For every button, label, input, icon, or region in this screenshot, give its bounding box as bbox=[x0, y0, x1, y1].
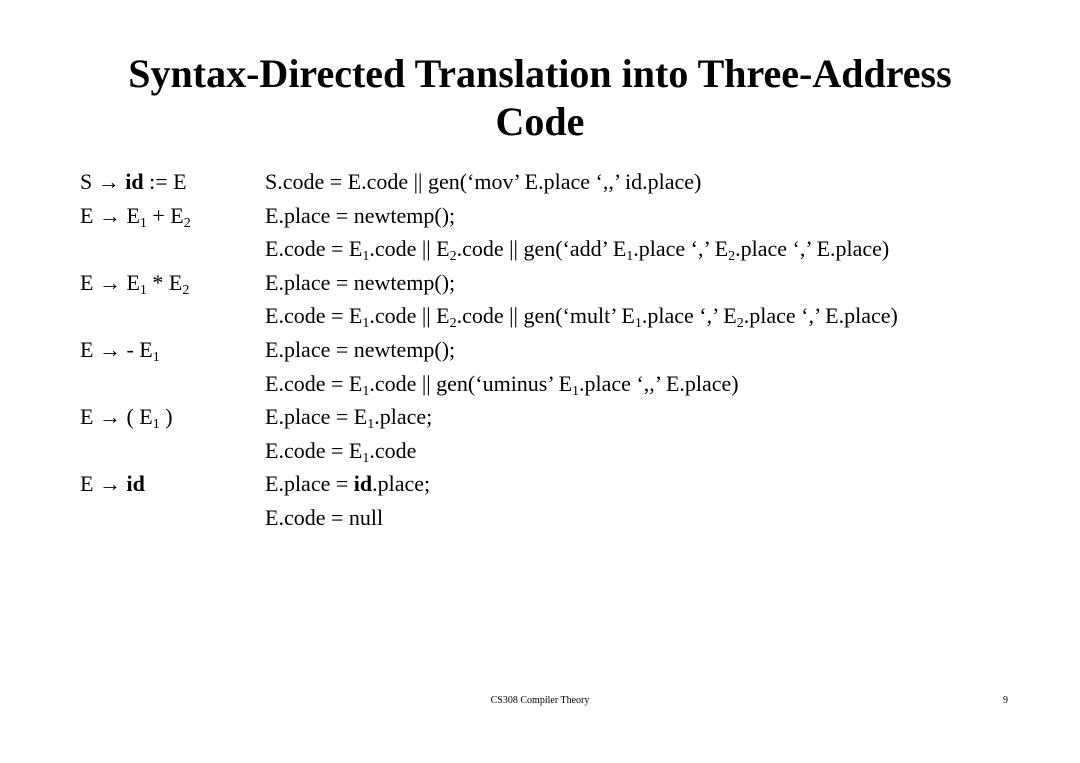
rule-row bbox=[80, 299, 1040, 333]
semantic-action bbox=[265, 467, 430, 501]
text-segment: E.place = E bbox=[265, 404, 368, 430]
text-segment: .place ‘,,’ E.place) bbox=[579, 370, 739, 396]
production bbox=[80, 400, 173, 434]
subscript: 1 bbox=[362, 249, 370, 265]
rule-row bbox=[80, 400, 1040, 434]
text-segment: := E bbox=[143, 169, 187, 194]
subscript: 1 bbox=[572, 383, 580, 399]
text-segment: E.code = E bbox=[265, 437, 363, 463]
text-segment: .code || gen(‘add’ E bbox=[456, 236, 627, 262]
semantic-action bbox=[265, 434, 416, 468]
text-segment: E → E bbox=[80, 269, 140, 295]
rule-row bbox=[80, 266, 1040, 300]
text-segment: E.code = E bbox=[265, 236, 363, 262]
semantic-action bbox=[265, 199, 455, 233]
semantic-action bbox=[265, 333, 455, 367]
semantic-action bbox=[265, 299, 898, 333]
rule-row bbox=[80, 467, 1040, 501]
subscript: 1 bbox=[139, 282, 147, 298]
title-line-2: Code bbox=[495, 99, 585, 144]
text-segment: .code || E bbox=[369, 303, 450, 329]
subscript: 1 bbox=[367, 417, 375, 433]
text-segment: E → E bbox=[80, 202, 140, 228]
text-segment: S.code = E.code || gen(‘mov’ E.place ‘,,’ id.place) bbox=[265, 169, 702, 194]
rule-row bbox=[80, 232, 1040, 266]
semantic-action bbox=[265, 501, 383, 535]
semantic-action bbox=[265, 266, 455, 300]
subscript: 2 bbox=[182, 282, 190, 298]
semantic-action bbox=[265, 165, 701, 199]
bold-token: id bbox=[126, 471, 145, 497]
page-number: 9 bbox=[1003, 695, 1008, 706]
semantic-action bbox=[265, 232, 889, 266]
subscript: 1 bbox=[362, 383, 370, 399]
bold-token: id bbox=[125, 169, 144, 194]
text-segment: E → - E bbox=[80, 336, 153, 362]
text-segment: E.place = newtemp(); bbox=[265, 336, 456, 362]
rule-row bbox=[80, 199, 1040, 233]
text-segment: .place ‘,’ E.place) bbox=[743, 303, 898, 329]
subscript: 1 bbox=[152, 349, 160, 365]
subscript: 2 bbox=[183, 215, 191, 231]
text-segment: + E bbox=[146, 202, 184, 228]
text-segment: .place ‘,’ E bbox=[633, 236, 729, 262]
text-segment: .code bbox=[369, 437, 417, 463]
subscript: 2 bbox=[728, 249, 736, 265]
text-segment: .place ‘,’ E.place) bbox=[735, 236, 890, 262]
title-line-1: Syntax-Directed Translation into Three-Address bbox=[128, 51, 952, 96]
text-segment: .place; bbox=[374, 404, 433, 430]
text-segment: E.code = E bbox=[265, 370, 363, 396]
text-segment: E → bbox=[80, 471, 127, 497]
subscript: 1 bbox=[626, 249, 634, 265]
text-segment: .code || E bbox=[369, 236, 450, 262]
semantic-action bbox=[265, 400, 432, 434]
semantic-action bbox=[265, 367, 739, 401]
subscript: 2 bbox=[736, 316, 744, 332]
text-segment: * E bbox=[146, 269, 183, 295]
subscript: 1 bbox=[152, 417, 160, 433]
rule-row bbox=[80, 165, 1040, 199]
production bbox=[80, 165, 187, 199]
production bbox=[80, 199, 191, 233]
text-segment: .place ‘,’ E bbox=[641, 303, 737, 329]
text-segment: E.code = null bbox=[265, 504, 384, 530]
subscript: 2 bbox=[449, 316, 457, 332]
text-segment: E.place = bbox=[265, 471, 354, 497]
subscript: 1 bbox=[139, 215, 147, 231]
text-segment: S → bbox=[80, 169, 126, 194]
rule-row bbox=[80, 501, 1040, 535]
text-segment: .place; bbox=[372, 471, 431, 497]
slide-footer: CS308 Compiler Theory bbox=[490, 695, 590, 706]
text-segment: E.place = newtemp(); bbox=[265, 269, 456, 295]
subscript: 1 bbox=[362, 450, 370, 466]
text-segment: ) bbox=[159, 404, 173, 430]
text-segment: .code || gen(‘uminus’ E bbox=[369, 370, 573, 396]
subscript: 2 bbox=[449, 249, 457, 265]
rule-row bbox=[80, 434, 1040, 468]
rule-row bbox=[80, 367, 1040, 401]
translation-rules-table bbox=[80, 165, 1040, 535]
slide-title bbox=[0, 50, 1080, 146]
subscript: 1 bbox=[362, 316, 370, 332]
production bbox=[80, 467, 145, 501]
text-segment: E.place = newtemp(); bbox=[265, 202, 456, 228]
production bbox=[80, 266, 189, 300]
text-segment: .code || gen(‘mult’ E bbox=[456, 303, 635, 329]
bold-token: id bbox=[353, 471, 373, 497]
subscript: 1 bbox=[634, 316, 642, 332]
text-segment: E.code = E bbox=[265, 303, 363, 329]
text-segment: E → ( E bbox=[80, 404, 153, 430]
rule-row bbox=[80, 333, 1040, 367]
production bbox=[80, 333, 160, 367]
